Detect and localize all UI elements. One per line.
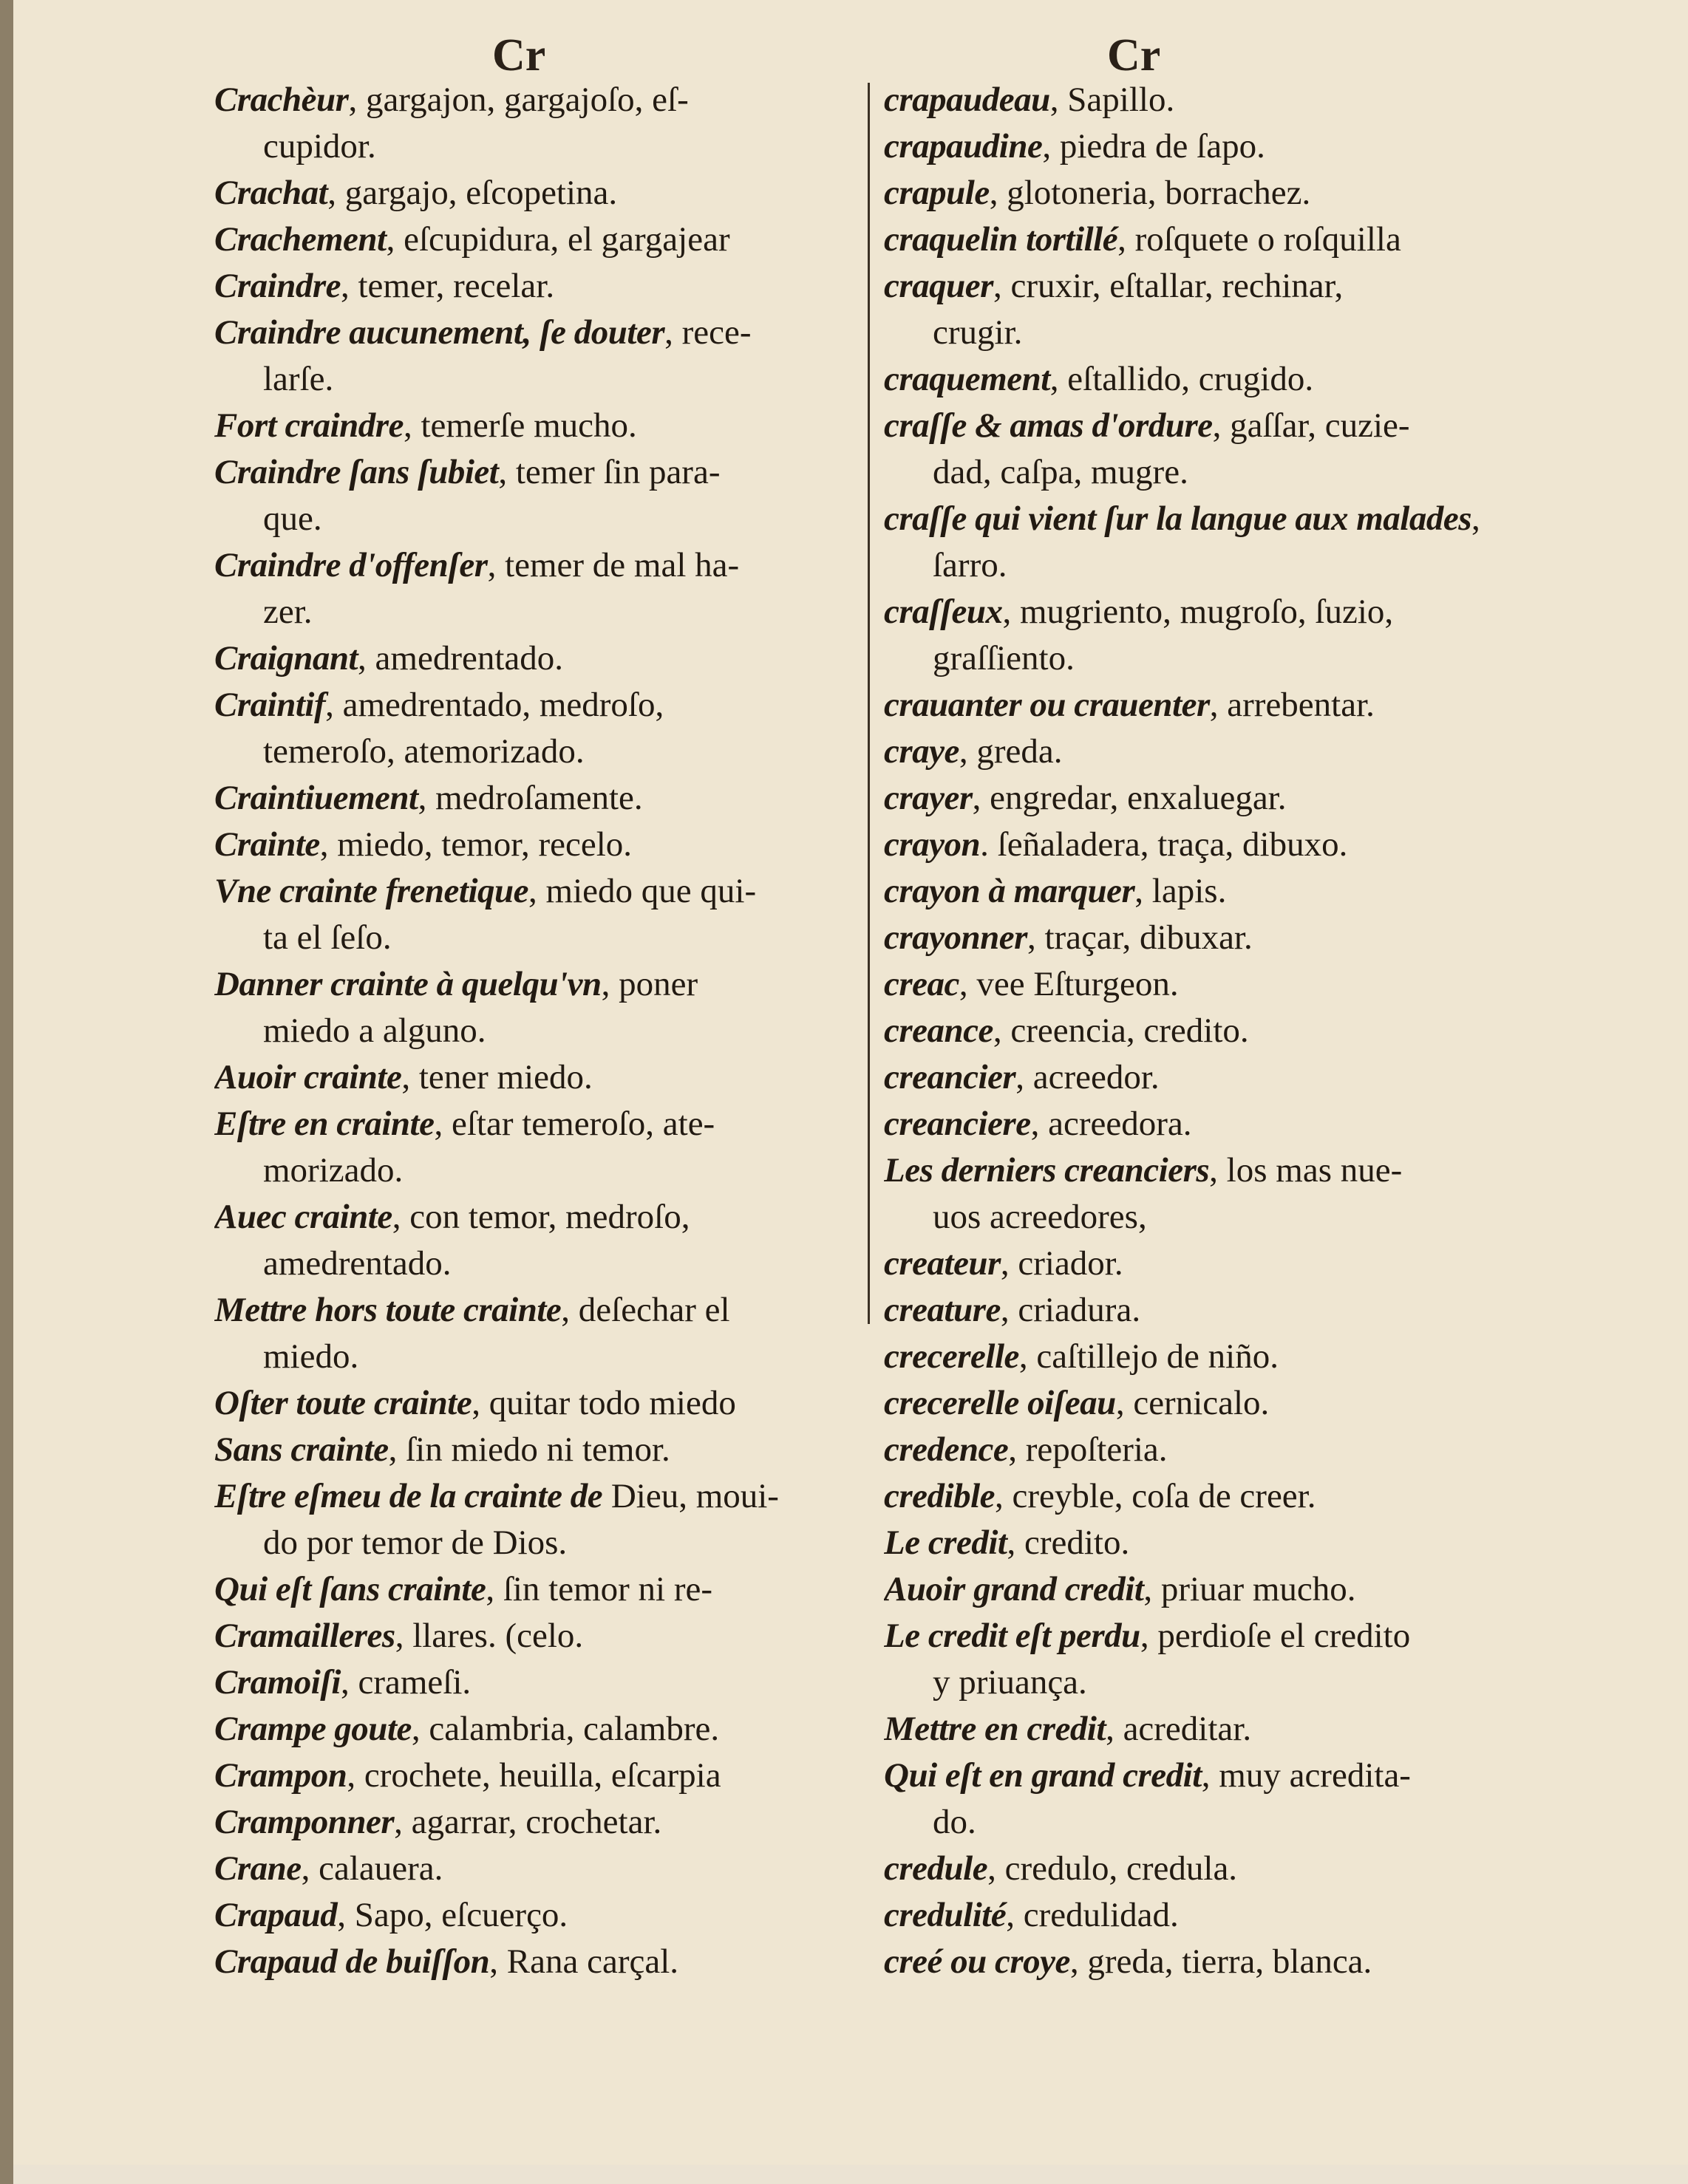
entry-headword: Crachement — [214, 220, 387, 259]
entry-headword: Crane — [214, 1849, 302, 1888]
entry-definition: , greda. — [959, 732, 1063, 771]
entry-headword: credule — [884, 1849, 988, 1888]
entry-definition: , lapis. — [1134, 872, 1227, 910]
dictionary-entry — [214, 1939, 860, 1985]
dictionary-entry — [884, 1846, 1546, 1892]
entry-headword: Crampon — [214, 1756, 347, 1795]
entry-definition: zer. — [263, 593, 313, 631]
entry-definition: que. — [263, 499, 322, 538]
dictionary-entry — [884, 1380, 1546, 1427]
dictionary-entry — [214, 1799, 860, 1846]
dictionary-entry — [884, 1241, 1546, 1287]
dictionary-entry — [214, 1334, 860, 1380]
dictionary-entry — [884, 1659, 1546, 1706]
dictionary-entry — [884, 1101, 1546, 1147]
entry-headword: Craintif — [214, 686, 326, 724]
dictionary-entry — [214, 170, 860, 216]
entry-definition: , rece- — [664, 313, 752, 352]
entry-definition: , temerſe mucho. — [403, 406, 637, 445]
dictionary-entry — [884, 1427, 1546, 1473]
dictionary-entry — [214, 123, 860, 170]
entry-definition: , calauera. — [301, 1849, 443, 1888]
dictionary-entry — [884, 1008, 1546, 1054]
entry-headword: Fort craindre — [214, 406, 404, 445]
entry-definition: ta el ſeſo. — [263, 918, 392, 957]
entry-definition: , acreedor. — [1015, 1058, 1160, 1096]
entry-headword: Vne crainte frenetique — [214, 872, 529, 910]
dictionary-entry — [884, 961, 1546, 1008]
entry-definition: , credito. — [1007, 1523, 1130, 1562]
entry-definition: do por temor de Dios. — [263, 1523, 568, 1562]
entry-headword: craye — [884, 732, 959, 771]
entry-headword: Oſter toute crainte — [214, 1384, 472, 1422]
entry-definition: , amedrentado, medroſo, — [325, 686, 664, 724]
entry-definition: , muy acredita- — [1201, 1756, 1411, 1795]
left-column — [214, 77, 860, 2013]
entry-headword: Cramoiſi — [214, 1663, 341, 1702]
entry-headword: creature — [884, 1291, 1001, 1329]
dictionary-entry — [214, 310, 860, 356]
dictionary-entry — [884, 170, 1546, 216]
entry-definition: , llares. (celo. — [395, 1617, 584, 1655]
entry-headword: Craintiuement — [214, 779, 418, 817]
dictionary-entry — [884, 822, 1546, 868]
dictionary-entry — [884, 1520, 1546, 1566]
entry-headword: crayonner — [884, 918, 1027, 957]
entry-definition: , Sapillo. — [1049, 81, 1175, 119]
dictionary-entry — [214, 542, 860, 589]
entry-definition: , creencia, credito. — [993, 1011, 1249, 1050]
dictionary-entry — [214, 775, 860, 822]
dictionary-entry — [214, 1287, 860, 1334]
entry-headword: crayer — [884, 779, 973, 817]
entry-definition: dad, caſpa, mugre. — [933, 453, 1188, 491]
dictionary-entry — [884, 449, 1546, 496]
entry-headword: Les derniers creanciers — [884, 1151, 1210, 1190]
entry-headword: craſſe qui vient ſur la langue aux malades — [884, 499, 1471, 538]
entry-headword: Craindre — [214, 267, 341, 305]
entry-definition: , ſin temor ni re- — [486, 1570, 713, 1608]
entry-headword: creac — [884, 965, 959, 1003]
entry-headword: craquelin tortillé — [884, 220, 1118, 259]
entry-definition: , mugriento, mugroſo, ſuzio, — [1002, 593, 1394, 631]
entry-headword: Craindre aucunement, ſe douter — [214, 313, 665, 352]
dictionary-entry — [214, 77, 860, 123]
entry-headword: crauanter ou crauenter — [884, 686, 1210, 724]
entry-definition: , engredar, enxaluegar. — [972, 779, 1287, 817]
right-column — [884, 77, 1546, 2013]
dictionary-entry — [214, 868, 860, 915]
dictionary-entry — [214, 728, 860, 775]
entry-definition: , con temor, medroſo, — [392, 1198, 690, 1236]
entry-headword: Le credit eſt perdu — [884, 1617, 1140, 1655]
entry-definition: uos acreedores, — [933, 1198, 1147, 1236]
entry-definition: , credulidad. — [1006, 1896, 1179, 1934]
entry-headword: Eſtre eſmeu de la crainte de — [214, 1477, 603, 1515]
dictionary-entry — [884, 1566, 1546, 1613]
entry-definition: , Sapo, eſcuerço. — [337, 1896, 568, 1934]
entry-headword: crecerelle — [884, 1337, 1019, 1376]
entry-definition: , vee Eſturgeon. — [959, 965, 1179, 1003]
entry-definition: ſarro. — [933, 546, 1007, 584]
entry-headword: craquement — [884, 360, 1050, 398]
dictionary-entry — [214, 1473, 860, 1520]
entry-definition: graſſiento. — [933, 639, 1075, 678]
entry-definition: , quitar todo miedo — [472, 1384, 736, 1422]
dictionary-entry — [884, 496, 1546, 542]
entry-headword: Cramailleres — [214, 1617, 395, 1655]
entry-headword: Mettre en credit — [884, 1710, 1106, 1748]
entry-definition: , glotoneria, borrachez. — [989, 174, 1311, 212]
entry-headword: Crapaud de buiſſon — [214, 1942, 490, 1981]
entry-definition: do. — [933, 1803, 976, 1841]
entry-headword: crapaudeau — [884, 81, 1050, 119]
entry-definition: , crochete, heuilla, eſcarpia — [347, 1756, 721, 1795]
dictionary-entry — [214, 1101, 860, 1147]
entry-definition: , crameſi. — [340, 1663, 472, 1702]
entry-headword: Crapaud — [214, 1896, 338, 1934]
dictionary-entry — [884, 1194, 1546, 1241]
dictionary-entry — [884, 1054, 1546, 1101]
dictionary-entry — [884, 868, 1546, 915]
entry-headword: craſſeux — [884, 593, 1003, 631]
entry-definition: , amedrentado. — [358, 639, 564, 678]
entry-definition: . ſeñaladera, traça, dibuxo. — [980, 825, 1348, 864]
entry-headword: Eſtre en crainte — [214, 1105, 435, 1143]
entry-headword: credible — [884, 1477, 995, 1515]
entry-headword: Auoir crainte — [214, 1058, 402, 1096]
entry-definition: , gaſſar, cuzie- — [1212, 406, 1410, 445]
entry-definition: , eſtallido, crugido. — [1049, 360, 1314, 398]
dictionary-entry — [884, 216, 1546, 263]
entry-headword: Auoir grand credit — [884, 1570, 1144, 1608]
dictionary-entry — [214, 1194, 860, 1241]
dictionary-entry — [884, 1892, 1546, 1939]
entry-headword: Cramponner — [214, 1803, 395, 1841]
dictionary-entry — [884, 915, 1546, 961]
dictionary-entry — [884, 403, 1546, 449]
entry-definition: , eſtar temeroſo, ate- — [434, 1105, 715, 1143]
entry-definition: cupidor. — [263, 127, 376, 165]
dictionary-entry — [214, 822, 860, 868]
dictionary-entry — [214, 1753, 860, 1799]
entry-definition: , medroſamente. — [418, 779, 643, 817]
dictionary-entry — [214, 1566, 860, 1613]
entry-definition: miedo. — [263, 1337, 359, 1376]
entry-definition: , acreditar. — [1106, 1710, 1252, 1748]
dictionary-entry — [884, 356, 1546, 403]
entry-headword: Craindre d'offenſer — [214, 546, 488, 584]
entry-definition: , gargajon, gargajoſo, eſ- — [348, 81, 689, 119]
dictionary-entry — [214, 216, 860, 263]
entry-definition: , temer ſin para- — [498, 453, 721, 491]
dictionary-entry — [884, 635, 1546, 682]
dictionary-entry — [214, 496, 860, 542]
dictionary-entry — [884, 542, 1546, 589]
entry-definition: , — [1471, 499, 1480, 538]
entry-definition: , criador. — [1000, 1244, 1123, 1283]
entry-definition: , miedo que qui- — [528, 872, 757, 910]
dictionary-entry — [214, 1427, 860, 1473]
entry-headword: crapule — [884, 174, 990, 212]
entry-definition: miedo a alguno. — [263, 1011, 486, 1050]
dictionary-entry — [884, 310, 1546, 356]
dictionary-entry — [884, 589, 1546, 635]
entry-definition: , tener miedo. — [401, 1058, 593, 1096]
dictionary-entry — [884, 1753, 1546, 1799]
entry-definition: larſe. — [263, 360, 334, 398]
entry-definition: , gargajo, eſcopetina. — [327, 174, 618, 212]
entry-headword: creance — [884, 1011, 993, 1050]
dictionary-entry — [214, 1380, 860, 1427]
dictionary-entry — [884, 775, 1546, 822]
entry-definition: , cernicalo. — [1115, 1384, 1270, 1422]
entry-definition: , greda, tierra, blanca. — [1069, 1942, 1372, 1981]
entry-definition: , agarrar, crochetar. — [394, 1803, 662, 1841]
dictionary-entry — [884, 1939, 1546, 1985]
entry-definition: , calambria, calambre. — [411, 1710, 720, 1748]
dictionary-entry — [884, 1799, 1546, 1846]
dictionary-entry — [214, 449, 860, 496]
entry-definition: , acreedora. — [1030, 1105, 1192, 1143]
entry-definition: Dieu, moui- — [602, 1477, 779, 1515]
entry-headword: craſſe & amas d'ordure — [884, 406, 1213, 445]
dictionary-entry — [214, 1659, 860, 1706]
entry-definition: amedrentado. — [263, 1244, 452, 1283]
entry-definition: crugir. — [933, 313, 1023, 352]
dictionary-entry — [214, 1054, 860, 1101]
dictionary-entry — [214, 682, 860, 728]
dictionary-entry — [214, 1520, 860, 1566]
dictionary-entry — [214, 403, 860, 449]
entry-headword: creancier — [884, 1058, 1016, 1096]
entry-definition: , miedo, temor, recelo. — [319, 825, 633, 864]
entry-headword: crapaudine — [884, 127, 1043, 165]
entry-definition: , repoſteria. — [1008, 1430, 1168, 1469]
dictionary-entry — [214, 1892, 860, 1939]
dictionary-entry — [884, 728, 1546, 775]
entry-headword: craquer — [884, 267, 993, 305]
dictionary-entry — [884, 1287, 1546, 1334]
dictionary-entry — [214, 961, 860, 1008]
dictionary-entry — [884, 1334, 1546, 1380]
dictionary-entry — [214, 635, 860, 682]
dictionary-entry — [884, 123, 1546, 170]
entry-headword: crayon — [884, 825, 981, 864]
entry-definition: , arrebentar. — [1209, 686, 1375, 724]
entry-headword: Crampe goute — [214, 1710, 412, 1748]
entry-definition: , credulo, credula. — [987, 1849, 1238, 1888]
entry-definition: , deſechar el — [561, 1291, 730, 1329]
entry-definition: , priuar mucho. — [1143, 1570, 1356, 1608]
entry-definition: , ſin miedo ni temor. — [388, 1430, 670, 1469]
dictionary-entry — [214, 915, 860, 961]
entry-definition: morizado. — [263, 1151, 404, 1190]
entry-definition: , roſquete o roſquilla — [1117, 220, 1401, 259]
entry-headword: crayon à marquer — [884, 872, 1135, 910]
entry-headword: crecerelle oiſeau — [884, 1384, 1116, 1422]
entry-definition: , temer de mal ha- — [487, 546, 740, 584]
dictionary-entry — [214, 1241, 860, 1287]
entry-definition: , Rana carçal. — [489, 1942, 679, 1981]
entry-headword: creanciere — [884, 1105, 1031, 1143]
entry-headword: Crachèur — [214, 81, 349, 119]
entry-headword: Qui eſt ſans crainte — [214, 1570, 486, 1608]
entry-definition: , traçar, dibuxar. — [1027, 918, 1253, 957]
entry-definition: , piedra de ſapo. — [1042, 127, 1265, 165]
dictionary-entry — [884, 1706, 1546, 1753]
dictionary-entry — [214, 1846, 860, 1892]
entry-definition: , caſtillejo de niño. — [1018, 1337, 1279, 1376]
dictionary-entry — [884, 1613, 1546, 1659]
entry-definition: , temer, recelar. — [341, 267, 555, 305]
entry-headword: Crachat — [214, 174, 328, 212]
entry-definition: , creyble, coſa de creer. — [995, 1477, 1316, 1515]
dictionary-entry — [884, 1473, 1546, 1520]
entry-headword: Danner crainte à quelqu'vn — [214, 965, 602, 1003]
running-head-left: Cr — [492, 30, 546, 81]
entry-headword: credence — [884, 1430, 1009, 1469]
entry-headword: createur — [884, 1244, 1001, 1283]
entry-definition: , eſcupidura, el gargajear — [386, 220, 730, 259]
entry-definition: temeroſo, atemorizado. — [263, 732, 585, 771]
entry-definition: , perdioſe el credito — [1140, 1617, 1411, 1655]
dictionary-entry — [214, 1706, 860, 1753]
running-head-right: Cr — [1107, 30, 1161, 81]
dictionary-entry — [884, 263, 1546, 310]
entry-definition: , criadura. — [1000, 1291, 1141, 1329]
dictionary-entry — [884, 682, 1546, 728]
dictionary-entry — [214, 1008, 860, 1054]
entry-definition: y priuança. — [933, 1663, 1087, 1702]
entry-headword: Sans crainte — [214, 1430, 389, 1469]
binding-edge — [0, 0, 13, 2184]
entry-headword: creé ou croye — [884, 1942, 1070, 1981]
entry-definition: , cruxir, eſtallar, rechinar, — [993, 267, 1344, 305]
entry-headword: Auec crainte — [214, 1198, 392, 1236]
entry-headword: Mettre hors toute crainte — [214, 1291, 562, 1329]
entry-headword: credulité — [884, 1896, 1007, 1934]
entry-headword: Qui eſt en grand credit — [884, 1756, 1202, 1795]
column-rule — [868, 83, 870, 1324]
dictionary-entry — [214, 1147, 860, 1194]
dictionary-entry — [884, 77, 1546, 123]
entry-headword: Le credit — [884, 1523, 1007, 1562]
entry-definition: , poner — [601, 965, 698, 1003]
dictionary-entry — [214, 356, 860, 403]
dictionary-entry — [214, 1613, 860, 1659]
dictionary-entry — [214, 589, 860, 635]
dictionary-entry — [884, 1147, 1546, 1194]
entry-definition: , los mas nue- — [1209, 1151, 1403, 1190]
entry-headword: Craignant — [214, 639, 358, 678]
dictionary-entry — [214, 263, 860, 310]
entry-headword: Craindre ſans ſubiet — [214, 453, 499, 491]
entry-headword: Crainte — [214, 825, 320, 864]
